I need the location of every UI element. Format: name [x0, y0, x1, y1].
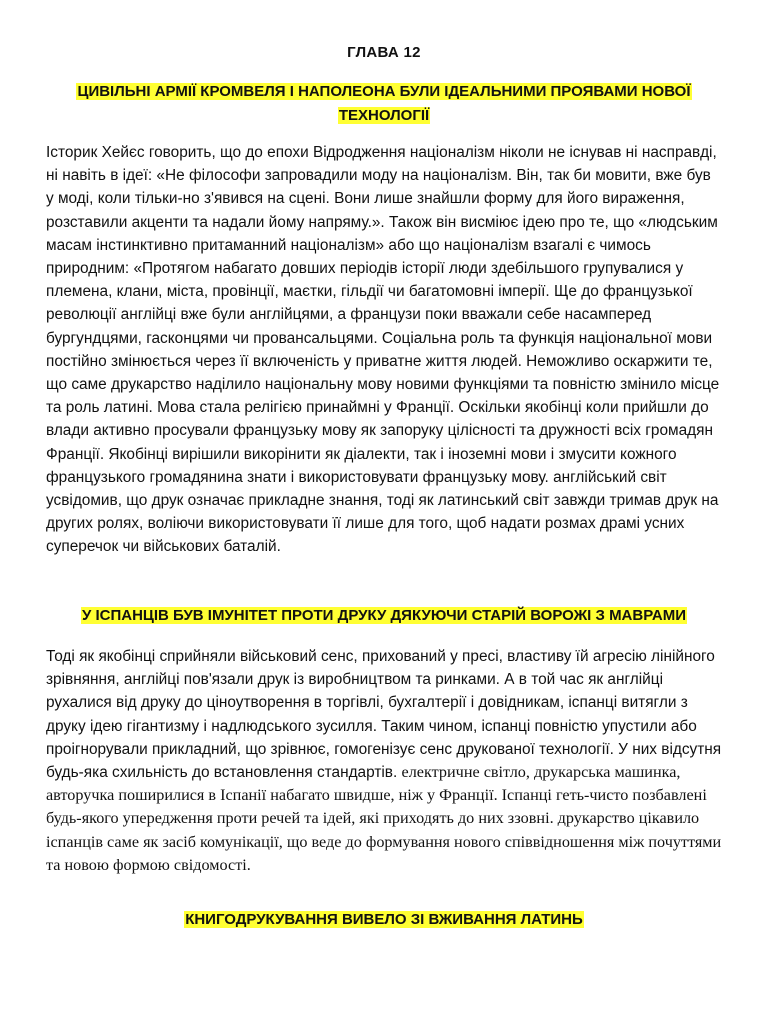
section-heading-2 [40, 604, 728, 628]
paragraph-1: Історик Хейєс говорить, що до епохи Відродження націоналізм ніколи не існував ні насправді, ні навіть в ідеї: «Не філософи запровадили моду на націоналізм. Він, так би мовити, вже був у моді, коли тільки-но з'явився на сцені. Вони лише знайшли форму для його вираження, розставили акценти та надали йому напряму.». Також він висміює ідею про те, що «людським масам інстинктивно притаманний націоналізм» або що націоналізм взагалі є чимось природним: «Протягом набагато довших періодів історії люди здебільшого групувалися у племена, клани, міста, провінції, маєтки, гільдії чи багатомовні імперії. Ще до французької революції англійці вже були англійцями, а французи поки вважали себе насамперед бургундцями, гасконцями чи провансальцями. Соціальна роль та функція національної мови постійно змінюється через її включеність у приватне життя людей. Неможливо оскаржити те, що саме друкарство наділило національну мову новими функціями та повністю змінило місце та роль латині. Мова стала релігією принаймні у Франції. Оскільки якобінці коли прийшли до влади активно просували французьку мову як запоруку цілісності та дружності всіх громадян Франції. Якобінці вирішили викорінити як діалекти, так і іноземні мови і змусити кожного французького громадянина знати і використовувати французьку мову. англійський світ усвідомив, що друк означає прикладне знання, тоді як латинський світ завжди тримав друк на других ролях, воліючи використовувати її лише для того, щоб надати розмах драмі усних суперечок чи військових баталій. [46, 144, 720, 556]
highlighted-heading-text: ЦИВІЛЬНІ АРМІЇ КРОМВЕЛЯ І НАПОЛЕОНА БУЛИ ІДЕАЛЬНИМИ ПРОЯВАМИ НОВОЇ ТЕХНОЛОГІЇ [77, 83, 691, 124]
chapter-title: ГЛАВА 12 [347, 44, 421, 61]
paragraph-2-serif-text: електричне світло, друкарська машинка, авторучка поширилися в Іспанії набагато швидше, ніж у Франції. Іспанці геть-чисто позбавлені будь-якого упередження проти речей та ідей, які приходять до них ззовні. друкарство цікавило іспанців саме як засіб комунікації, що веде до формування нового співвідношення між почуттями та новою формою свідомості. [46, 763, 722, 874]
paragraph-2 [46, 645, 722, 877]
highlighted-heading-text: КНИГОДРУКУВАННЯ ВИВЕЛО ЗІ ВЖИВАННЯ ЛАТИНЬ [185, 911, 583, 928]
paragraph-2-sans-text: Тоді як якобінці сприйняли військовий сенс, прихований у пресі, властиву їй агресію лінійного зрівняння, англійці пов'язали друк із виробництвом та ринками. А в той час як англійці рухалися від друку до ціноутворення в торгівлі, бухгалтерії і довідникам, іспанці витягли з друку ідею гігантизму і надлюдського зусилля. Таким чином, іспанці повністю упустили або проігнорували прикладний, що зрівнює, гомогенізує сенс друкованої технології. У них відсутня будь-яка схильність до встановлення стандартів. [46, 648, 722, 782]
highlighted-heading-text: У ІСПАНЦІВ БУВ ІМУНІТЕТ ПРОТИ ДРУКУ ДЯКУЮЧИ СТАРІЙ ВОРОЖІ З МАВРАМИ [81, 607, 687, 624]
section-heading-1 [40, 80, 728, 128]
section-heading-3 [40, 908, 728, 932]
